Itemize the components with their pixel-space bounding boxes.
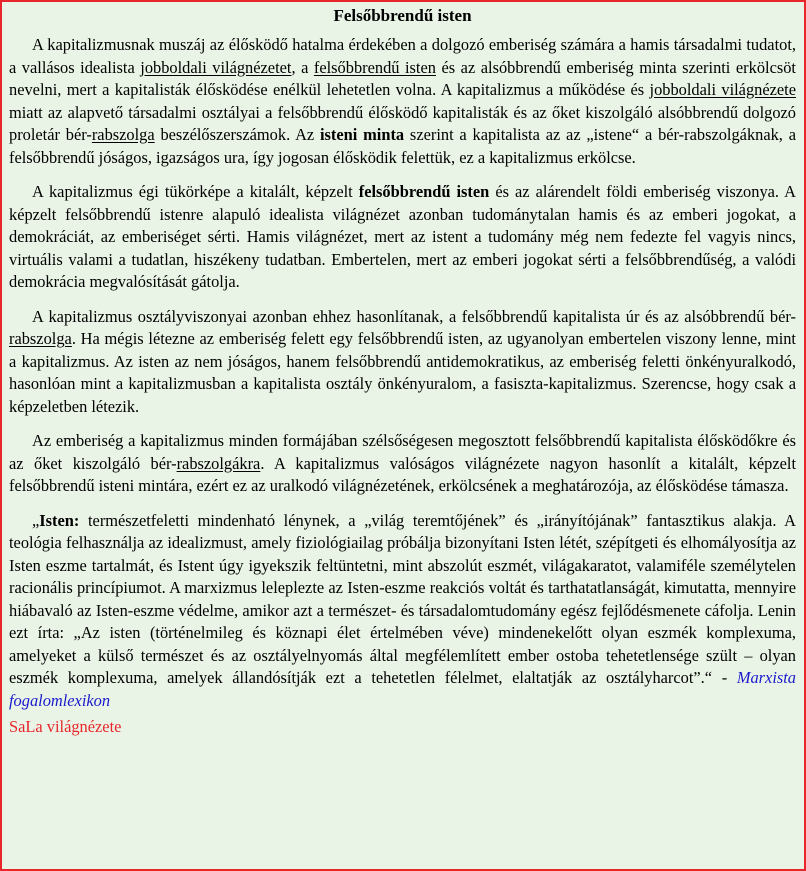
text: A kapitalizmusnak muszáj az élősködő hatalma érdekében a dolgozó emberiség számára a hamis társadalmi tudatot, a vallásos idealista bbox=[9, 35, 796, 77]
source-link-marxista-fogalomlexikon[interactable]: Marxista fogalomlexikon bbox=[9, 668, 796, 710]
text: . Ha mégis létezne az emberiség felett egy felsőbbrendű isten, az ugyanolyan embertelen viszony lenne, mint a kapitalizmus. Az isten az nem jóságos, hanem felsőbbrendű antidemokratikus, az emberiség feletti önkényuralkodó, hasonlóan mint a kapitalizmusban a kapitalista osztály önkényuralom, a fasiszta-kapitalizmus. Szerencse, hogy csak a képzeletben létezik. bbox=[9, 329, 796, 416]
footer-signature[interactable]: SaLa világnézete bbox=[9, 717, 122, 736]
link-rabszolga[interactable]: rabszolga bbox=[91, 125, 155, 144]
text: és az alárendelt földi emberiség viszonya. A képzelt felsőbbrendű istenre alapuló idealista világnézet azonban tudománytalan hamis és az emberi jogokat, a demokráciát, az emberiséget sérti. Hamis világnézet, mert az istent a tudomány még nem fedezte fel vagyis nincs, virtuális valami a tudatlan, hiszékeny tudatban. Embertelen, mert az emberi jogokat sérti a felsőbbrendűség, a valódi demokrácia megvalósítását gátolja. bbox=[9, 182, 796, 291]
text: . A kapitalizmus valóságos világnézete nagyon hasonlít a kitalált, képzelt felsőbbrendű isteni mintára, ezért ez az uralkodó világnézetének, erkölcsének a meghatározója, az élősködése támasza. bbox=[9, 453, 796, 495]
link-jobboldali-vilagnezete[interactable]: jobboldali világnézete bbox=[649, 80, 797, 99]
text: Az emberiség a kapitalizmus minden formájában szélsőségesen megosztott felsőbbrendű kapitalista élősködőkre és az őket kiszolgáló bér- bbox=[9, 431, 796, 473]
link-rabszolga[interactable]: rabszolga bbox=[9, 329, 72, 348]
text: beszélőszerszámok. Az bbox=[154, 125, 320, 144]
paragraph-3 bbox=[9, 306, 796, 419]
text: miatt az alapvető társadalmi osztályai a felsőbbrendű élősködő kapitalisták és az őket kiszolgáló alsóbbrendű dolgozó proletár bér- bbox=[9, 102, 796, 144]
paragraph-4 bbox=[9, 430, 796, 498]
bold-felsobbrendu-isten: felsőbbrendű isten bbox=[358, 182, 490, 201]
page-title: Felsőbbrendű isten bbox=[333, 6, 472, 25]
paragraph-2 bbox=[9, 181, 796, 294]
link-jobboldali-vilagnezetet[interactable]: jobboldali világnézetet bbox=[140, 57, 292, 77]
text: szerint a kapitalista az az „istene“ a bér-rabszolgáknak, a felsőbbrendű jóságos, igazságos ura, így jogosan élősködik felettük, ez a kapitalizmus erkölcse. bbox=[9, 125, 796, 167]
bold-isteni-minta: isteni minta bbox=[320, 125, 405, 144]
text: természetfeletti mindenható lénynek, a „világ teremtőjének” és „irányítójának” fantasztikus alakja. A teológia felhasználja az idealizmust, amely fiziológiailag próbálja bizonyítani Isten létét, szépítgeti és elhomályosítja az Isten eszme tartalmát, és Istent úgy igyekszik feltüntetni, mint abszolút eszmét, világakaratot, valamiféle személytelen racionális princípiumot. A marxizmus leleplezte az Isten-eszme reakciós voltát és tarthatatlanságát, kimutatta, mennyire hiábavaló az Isten-eszme védelme, amikor azt a természet- és társadalomtudomány egész fejlődésmenete cáfolja. Lenin ezt írta: „Az isten (történelmileg és köznapi élet értelmében véve) mindenekelőtt olyan eszmék komplexuma, amelyeket a külső természet és az osztályelnyomás által megfélemlített ember ostoba tehetetlensége szült – olyan eszmék komplexuma, amelyek állandósítják ezt a tehetetlen félelmet, elaltatják az osztályharcot”.“ - bbox=[9, 510, 796, 687]
paragraph-1 bbox=[9, 34, 796, 169]
text: és az alsóbbrendű emberiség minta szerinti erkölcsöt nevelni, mert a kapitalisták élősködése enélkül lehetetlen volna. A kapitalizmus a működése és bbox=[9, 57, 796, 99]
link-rabszolgakra[interactable]: rabszolgákra bbox=[176, 453, 261, 473]
text: „ bbox=[32, 510, 40, 530]
paragraph-5-quote bbox=[9, 510, 796, 713]
text: A kapitalizmus osztályviszonyai azonban ehhez hasonlítanak, a felsőbbrendű kapitalista úr és az alsóbbrendű bér- bbox=[32, 306, 796, 326]
link-felsobbrendu-isten[interactable]: felsőbbrendű isten bbox=[313, 57, 436, 77]
article-body bbox=[2, 2, 804, 738]
text: A kapitalizmus égi tükörképe a kitalált, képzelt bbox=[32, 182, 359, 201]
bold-isten: Isten: bbox=[39, 510, 80, 530]
text: , a bbox=[291, 57, 314, 77]
